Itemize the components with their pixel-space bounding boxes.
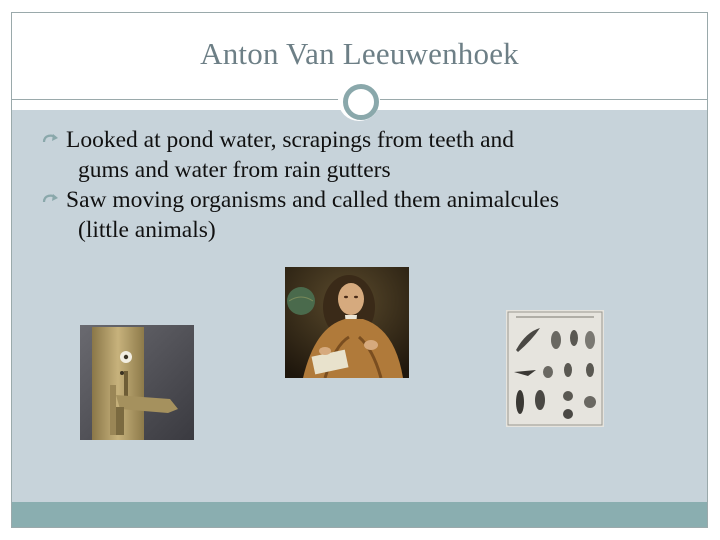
curved-arrow-bullet-icon bbox=[38, 185, 66, 215]
animalcules-drawing-plate bbox=[506, 310, 604, 427]
leeuwenhoek-portrait bbox=[285, 267, 409, 378]
microscope-photo bbox=[80, 325, 194, 440]
slide-title: Anton Van Leeuwenhoek bbox=[200, 36, 519, 71]
bullet-2-line-2: (little animals) bbox=[78, 217, 216, 243]
bullet-1-line-2: gums and water from rain gutters bbox=[78, 157, 391, 183]
bullet-2-line-1: Saw moving organisms and called them animalcules bbox=[66, 187, 559, 213]
bullet-item-1 bbox=[38, 125, 688, 185]
footer-bar bbox=[12, 502, 707, 527]
bullet-list bbox=[38, 125, 688, 245]
bullet-1-line-1: Looked at pond water, scrapings from teeth and bbox=[66, 127, 515, 153]
ring-icon bbox=[343, 84, 379, 120]
circle-ornament bbox=[338, 79, 380, 121]
curved-arrow-bullet-icon bbox=[38, 125, 66, 155]
bullet-item-2 bbox=[38, 185, 688, 245]
